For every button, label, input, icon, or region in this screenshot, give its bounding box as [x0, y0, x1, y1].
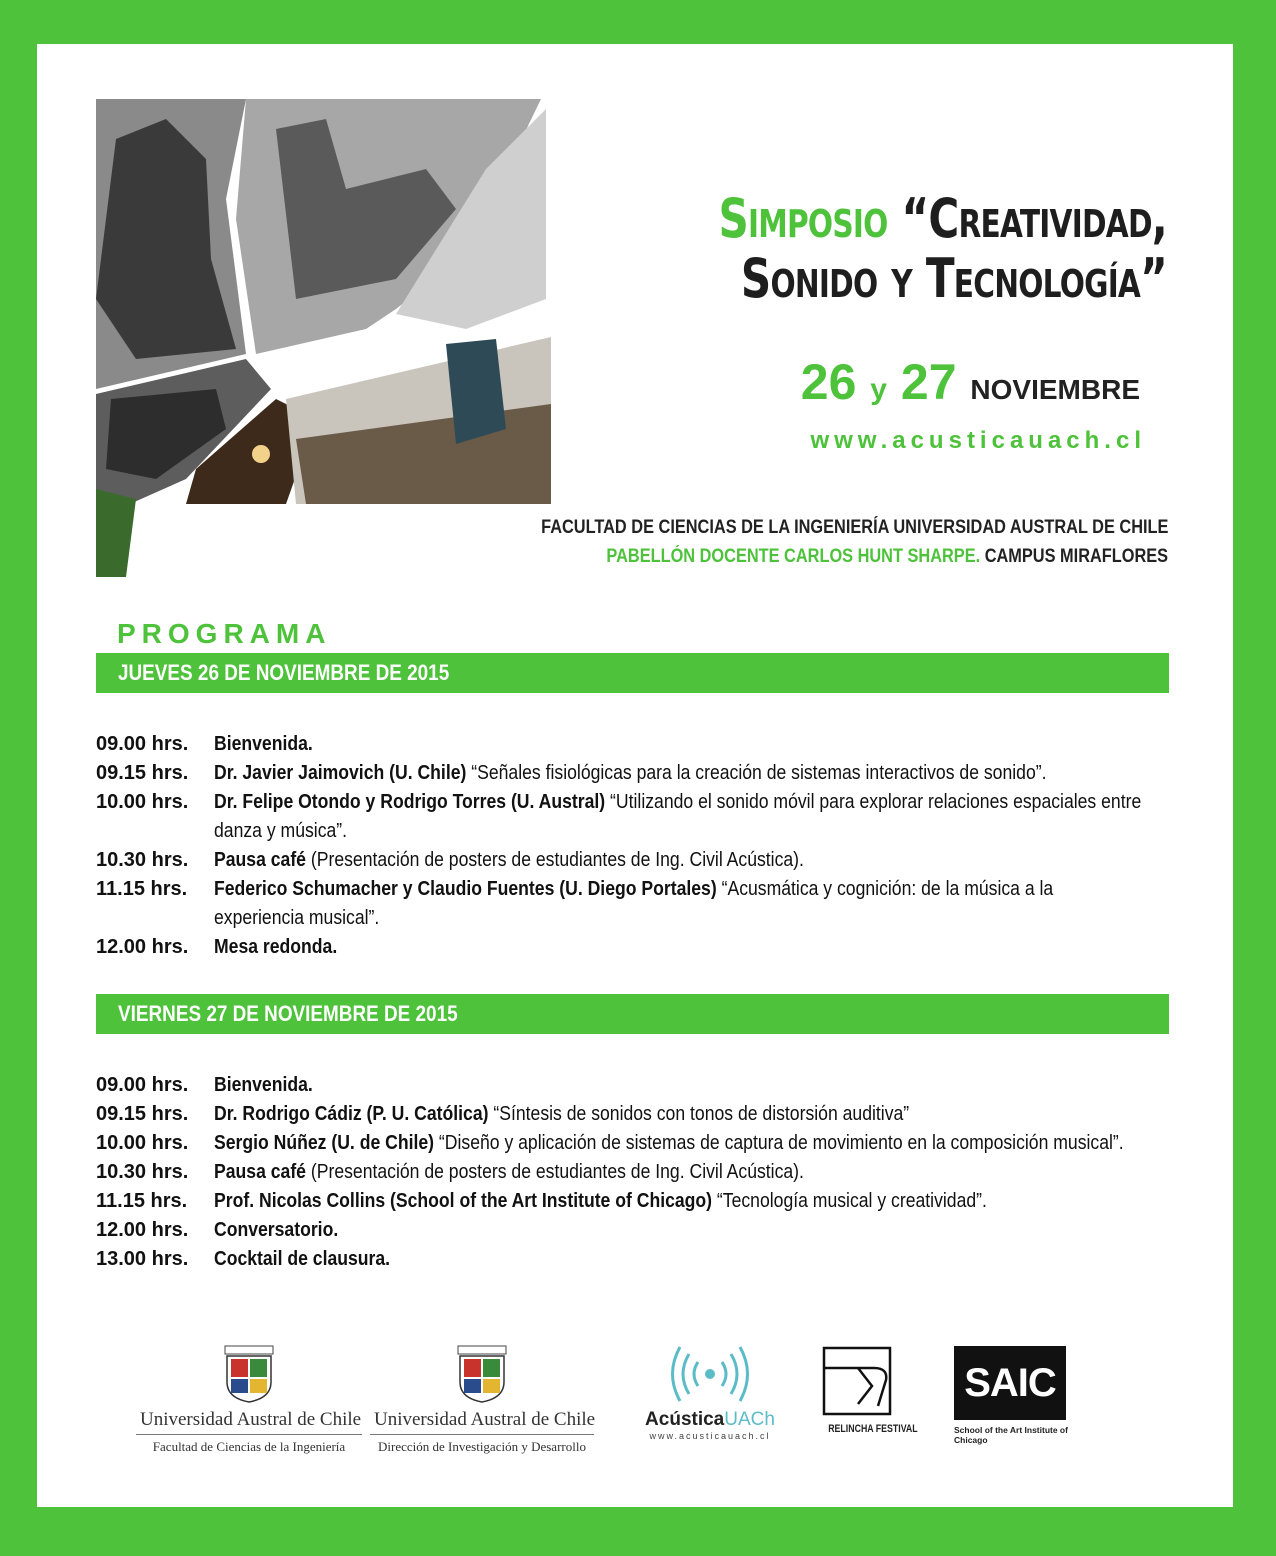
venue-building: PABELLÓN DOCENTE CARLOS HUNT SHARPE. [606, 546, 981, 567]
row-time: 09.15 hrs. [96, 762, 189, 784]
schedule-row [96, 1129, 1216, 1158]
relincha-festival-logo [821, 1346, 918, 1435]
day1-heading-text: JUEVES 26 DE NOVIEMBRE DE 2015 [118, 660, 450, 685]
uach-crest-icon [223, 1344, 275, 1404]
row-time: 09.15 hrs. [96, 1103, 189, 1125]
row-title: Conversatorio. [214, 1219, 339, 1241]
day2-heading [96, 994, 1169, 1034]
day1-heading [96, 653, 1169, 693]
row-time: 10.00 hrs. [96, 1132, 189, 1154]
row-title: Dr. Felipe Otondo y Rodrigo Torres (U. Austral) [214, 791, 606, 813]
uach-word: UACh [724, 1409, 775, 1430]
title-word-simposio: Simposio [718, 187, 888, 250]
row-text: “Acusmática y cognición: de la música a la experiencia musical”. [214, 878, 1054, 929]
sponsor-logos [37, 1334, 1233, 1484]
schedule-row [96, 1187, 1216, 1216]
row-time: 09.00 hrs. [96, 1074, 189, 1096]
schedule-row [96, 846, 1216, 875]
date-day1: 26 [800, 354, 857, 410]
row-time: 11.15 hrs. [96, 878, 188, 900]
schedule-row [96, 1245, 1216, 1274]
schedule-row [96, 788, 1216, 846]
date-and: y [870, 373, 887, 406]
row-text: “Utilizando el sonido móvil para explorar relaciones espaciales entre danza y música”. [214, 791, 1142, 842]
relincha-label: RELINCHA FESTIVAL [828, 1423, 918, 1435]
date-day2: 27 [900, 354, 957, 410]
saic-box: SAIC [954, 1346, 1066, 1420]
row-time: 11.15 hrs. [96, 1190, 188, 1212]
row-title: Bienvenida. [214, 1074, 313, 1096]
uach-crest-icon [456, 1344, 508, 1404]
uach-logo-engineering [136, 1344, 362, 1455]
title-line1: “Creatividad, [901, 187, 1167, 250]
schedule-row [96, 875, 1216, 933]
saic-logo [954, 1346, 1070, 1445]
day2-schedule [96, 1071, 1216, 1274]
row-title: Sergio Núñez (U. de Chile) [214, 1132, 435, 1154]
row-text: (Presentación de posters de estudiantes de Ing. Civil Acústica). [305, 1161, 804, 1183]
row-time: 10.30 hrs. [96, 849, 189, 871]
event-dates [801, 354, 1140, 418]
acustica-uach-logo [625, 1344, 795, 1441]
saic-sub: School of the Art Institute of Chicago [954, 1425, 1068, 1445]
schedule-row [96, 1158, 1216, 1187]
row-time: 12.00 hrs. [96, 936, 189, 958]
acustica-word: Acústica [645, 1409, 725, 1430]
row-title: Cocktail de clausura. [214, 1248, 391, 1270]
photo-collage [96, 99, 551, 577]
day1-schedule [96, 730, 1216, 962]
symposium-title [286, 189, 1167, 309]
row-text: “Diseño y aplicación de sistemas de captura de movimiento en la composición musical”. [434, 1132, 1124, 1154]
row-time: 10.30 hrs. [96, 1161, 189, 1183]
website-link[interactable]: www.acusticauach.cl [810, 427, 1146, 454]
uach1-sub: Facultad de Ciencias de la Ingeniería [152, 1439, 346, 1454]
row-title: Pausa café [214, 1161, 306, 1183]
row-text: “Señales fisiológicas para la creación de sistemas interactivos de sonido”. [466, 762, 1047, 784]
date-month: NOVIEMBRE [970, 374, 1140, 405]
row-title: Federico Schumacher y Claudio Fuentes (U. Diego Portales) [214, 878, 717, 900]
programa-heading: PROGRAMA [117, 618, 332, 649]
venue-campus: CAMPUS MIRAFLORES [984, 546, 1168, 567]
uach2-sub: Dirección de Investigación y Desarrollo [378, 1439, 586, 1454]
row-title: Bienvenida. [214, 733, 313, 755]
row-title: Prof. Nicolas Collins (School of the Art Institute of Chicago) [214, 1190, 713, 1212]
uach-logo-research [370, 1344, 594, 1455]
poster-sheet [37, 44, 1233, 1507]
broadcast-icon [665, 1344, 755, 1408]
schedule-row [96, 730, 1216, 759]
title-line2: Sonido y Tecnología” [740, 247, 1167, 310]
row-text: “Tecnología musical y creatividad”. [712, 1190, 987, 1212]
row-time: 12.00 hrs. [96, 1219, 189, 1241]
schedule-row [96, 1071, 1216, 1100]
schedule-row [96, 933, 1216, 962]
row-title: Dr. Javier Jaimovich (U. Chile) [214, 762, 467, 784]
row-text: (Presentación de posters de estudiantes de Ing. Civil Acústica). [305, 849, 804, 871]
row-title: Dr. Rodrigo Cádiz (P. U. Católica) [214, 1103, 489, 1125]
schedule-row [96, 759, 1216, 788]
acustica-brand [625, 1409, 795, 1431]
row-time: 09.00 hrs. [96, 733, 189, 755]
relincha-horse-icon [822, 1346, 892, 1416]
uach1-name: Universidad Austral de Chile [136, 1409, 362, 1435]
row-title: Mesa redonda. [214, 936, 338, 958]
schedule-row [96, 1216, 1216, 1245]
row-title: Pausa café [214, 849, 306, 871]
venue-location [606, 546, 1168, 568]
day2-heading-text: VIERNES 27 DE NOVIEMBRE DE 2015 [118, 1001, 458, 1026]
row-time: 13.00 hrs. [96, 1248, 189, 1270]
row-time: 10.00 hrs. [96, 791, 189, 813]
uach2-name: Universidad Austral de Chile [370, 1409, 594, 1435]
venue-faculty: FACULTAD DE CIENCIAS DE LA INGENIERÍA UNIVERSIDAD AUSTRAL DE CHILE [540, 517, 1168, 538]
schedule-row [96, 1100, 1216, 1129]
acustica-site: www.acusticauach.cl [649, 1431, 771, 1441]
row-text: “Síntesis de sonidos con tonos de distorsión auditiva” [488, 1103, 910, 1125]
